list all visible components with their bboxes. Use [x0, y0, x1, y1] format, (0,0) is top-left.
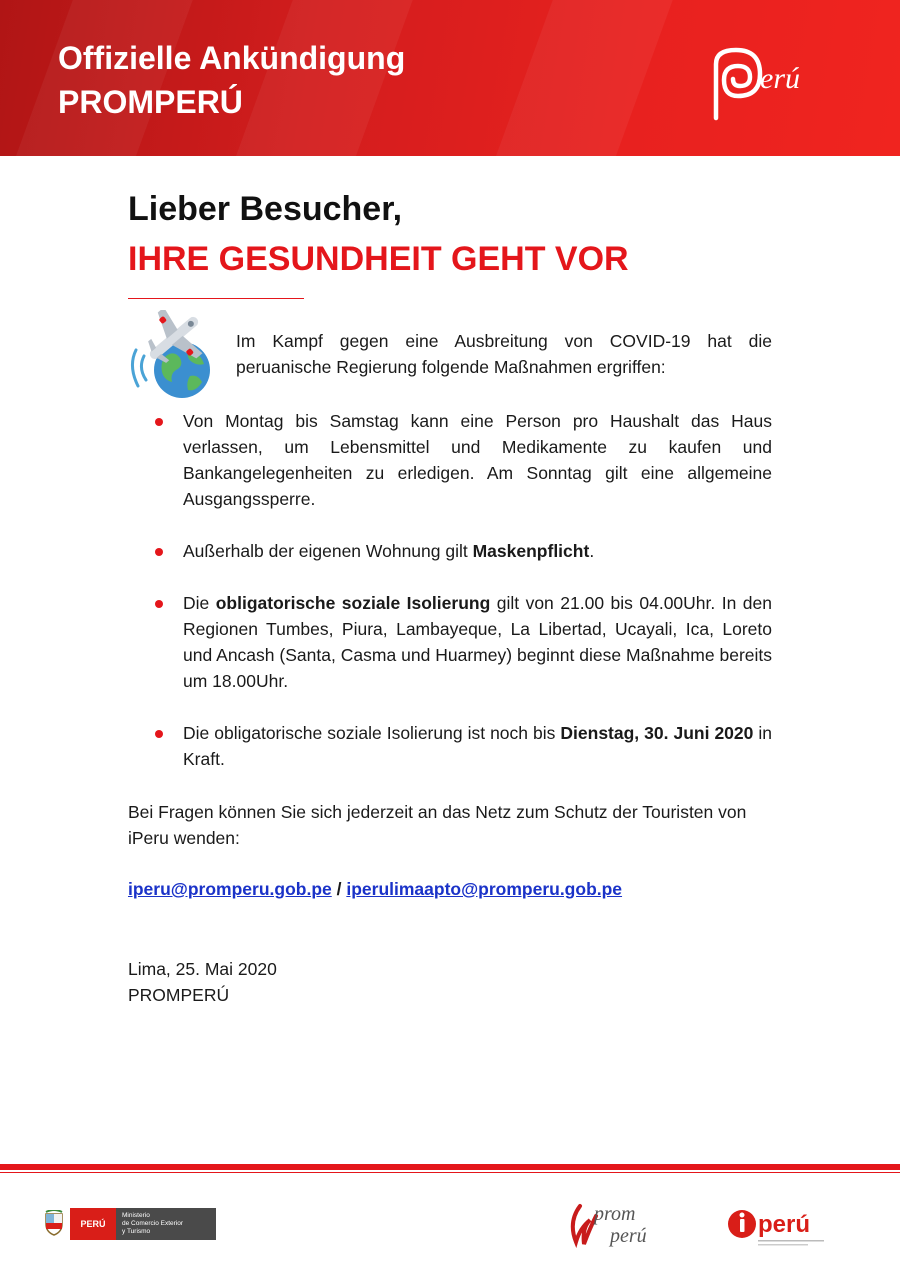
ministry-logo	[44, 1206, 216, 1242]
email-separator: /	[331, 879, 347, 899]
headline-divider	[128, 298, 304, 299]
list-item	[155, 720, 772, 772]
intro-paragraph: Im Kampf gegen eine Ausbreitung von COVID-19 hat die peruanische Regierung folgende Maßnahmen ergriffen:	[236, 331, 772, 377]
iperu-logo	[726, 1200, 836, 1250]
footer-divider	[0, 1164, 900, 1170]
footer-divider-thin	[0, 1172, 900, 1173]
greeting: Lieber Besucher,	[128, 190, 403, 228]
bullet-3-pre: Die	[183, 593, 216, 613]
ministry-line2: de Comercio Exterior	[122, 1220, 184, 1227]
promperu-logo-bottom: perú	[610, 1225, 647, 1247]
bullet-4-bold: Dienstag, 30. Juni 2020	[560, 723, 754, 743]
promperu-logo	[566, 1198, 676, 1250]
list-item	[155, 408, 772, 512]
headline: IHRE GESUNDHEIT GEHT VOR	[128, 240, 629, 278]
ministry-line1: Ministerio	[122, 1212, 150, 1219]
place-date: Lima, 25. Mai 2020	[128, 959, 277, 979]
bullet-2-bold: Maskenpflicht	[472, 541, 590, 561]
list-item	[155, 590, 772, 694]
banner-title-line1: Offizielle Ankündigung	[58, 40, 406, 76]
list-item	[155, 538, 772, 564]
email-link-iperu[interactable]: iperu@promperu.gob.pe	[128, 879, 332, 899]
bullet-2-post: .	[589, 541, 595, 561]
header-banner	[0, 0, 900, 156]
marca-peru-logo	[702, 44, 842, 124]
bullet-4-pre: Die obligatorische soziale Isolierung ist noch bis	[183, 723, 561, 743]
marca-peru-logo-text: erú	[760, 62, 800, 95]
bullet-3-post: gilt von 21.00 bis 04.00Uhr. In den Regionen Tumbes, Piura, Lambayeque, La Libertad, Ucayali, Ica, Loreto und Ancash (Santa, Casma und Huarmey) beginnt diese Maßnahme bereits um 18.00Uhr.	[183, 593, 772, 691]
ministry-peru-tag: PERÚ	[70, 1208, 116, 1240]
email-link-iperulimaapto[interactable]: iperulimaapto@promperu.gob.pe	[346, 879, 623, 899]
signoff-org: PROMPERÚ	[128, 985, 230, 1005]
coat-of-arms-icon	[44, 1210, 64, 1236]
bullet-dot-icon	[155, 600, 163, 608]
bullet-3-bold: obligatorische soziale Isolierung	[215, 593, 491, 613]
contact-paragraph: Bei Fragen können Sie sich jederzeit an das Netz zum Schutz der Touristen von iPeru wenden:	[128, 802, 747, 848]
bullet-dot-icon	[155, 418, 163, 426]
bullet-dot-icon	[155, 730, 163, 738]
promperu-logo-top: prom	[594, 1203, 636, 1225]
banner-title-line2: PROMPERÚ	[58, 84, 243, 120]
iperu-logo-text: perú	[758, 1211, 811, 1238]
bullet-2-pre: Außerhalb der eigenen Wohnung gilt	[183, 541, 473, 561]
measures-list	[155, 408, 772, 798]
ministry-line3: y Turismo	[122, 1228, 151, 1235]
bullet-dot-icon	[155, 548, 163, 556]
email-links	[128, 876, 622, 902]
plane-globe-icon	[126, 310, 218, 402]
bullet-4-post: in Kraft.	[183, 723, 773, 769]
bullet-1-text: Von Montag bis Samstag kann eine Person pro Haushalt das Haus verlassen, um Lebensmittel und Medikamente zu kaufen und Bankangelegenheiten zu erledigen. Am Sonntag gilt eine allgemeine Ausgangssperre.	[183, 411, 772, 509]
signoff	[128, 956, 277, 1008]
